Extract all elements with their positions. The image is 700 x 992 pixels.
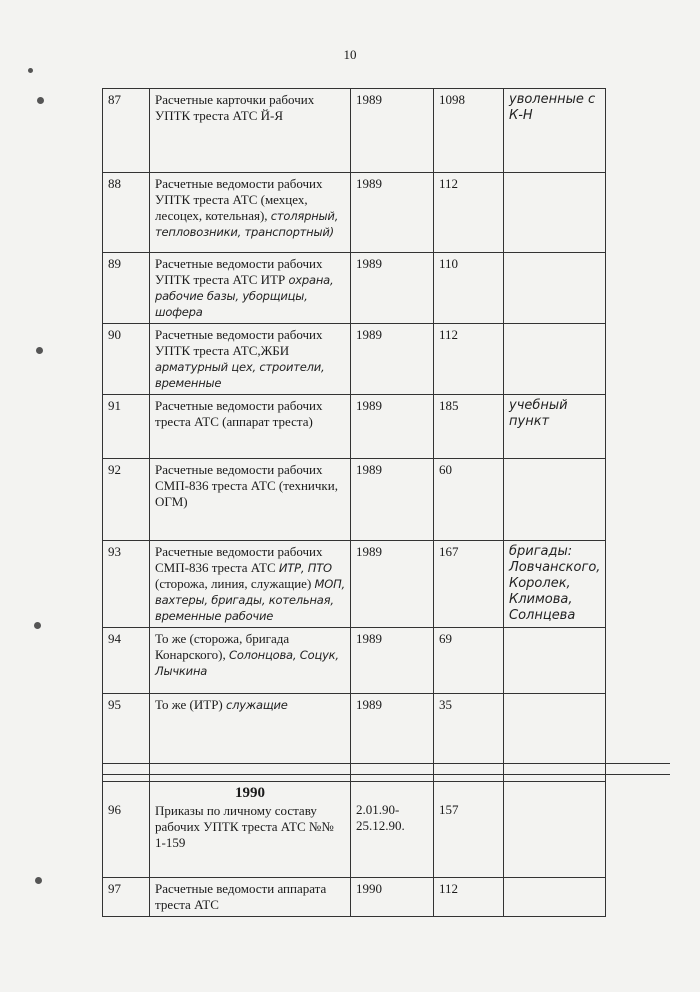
extra-column — [606, 628, 670, 694]
spacer-cell — [606, 764, 670, 775]
row-sheets: 112 — [434, 324, 504, 395]
extra-column — [606, 89, 670, 173]
row-note — [504, 628, 606, 694]
title-text: Расчетные ведомости рабочих УПТК треста АТС (мехцех, лесоцех, котельная), — [155, 176, 323, 223]
table-row — [103, 878, 670, 917]
row-number: 88 — [103, 173, 150, 253]
table-row — [103, 253, 670, 324]
row-date: 1989 — [351, 253, 434, 324]
title-text: Расчетные ведомости аппарата треста АТС — [155, 881, 327, 912]
title-text: Расчетные ведомости рабочих УПТК треста АТС,ЖБИ — [155, 327, 323, 358]
year-heading: 1990 — [235, 785, 265, 801]
extra-column — [606, 253, 670, 324]
spacer-cell — [150, 764, 351, 775]
table-row — [103, 324, 670, 395]
row-date: 1989 — [351, 324, 434, 395]
row-date: 1989 — [351, 694, 434, 764]
extra-column — [606, 395, 670, 459]
table-row — [103, 395, 670, 459]
row-title — [150, 324, 351, 395]
spacer-cell — [351, 764, 434, 775]
row-title — [150, 628, 351, 694]
spacer-cell — [434, 764, 504, 775]
row-note — [504, 694, 606, 764]
spacer-cell — [150, 775, 351, 782]
title-text: Расчетные ведомости рабочих УПТК треста АТС ИТР — [155, 256, 323, 287]
row-title — [150, 173, 351, 253]
row-sheets: 112 — [434, 173, 504, 253]
handwritten-addition: МОП, вахтеры, бригады, котельная, временные рабочие — [155, 577, 346, 623]
row-sheets: 69 — [434, 628, 504, 694]
title-text: То же (сторожа, бригада Конарского), — [155, 631, 290, 662]
page-number: 10 — [343, 47, 357, 62]
row-sheets: 167 — [434, 541, 504, 628]
spacer-cell — [434, 775, 504, 782]
row-title — [150, 395, 351, 459]
row-title — [150, 878, 351, 917]
table-row — [103, 89, 670, 173]
row-number: 97 — [103, 878, 150, 917]
row-note — [504, 173, 606, 253]
title-text: Приказы по личному составу рабочих УПТК треста АТС №№ 1-159 — [155, 803, 334, 850]
row-sheets: 35 — [434, 694, 504, 764]
extra-column — [606, 173, 670, 253]
extra-column — [606, 878, 670, 917]
row-date: 1989 — [351, 89, 434, 173]
spacer-cell — [504, 764, 606, 775]
inventory-table — [102, 88, 670, 917]
row-title — [150, 89, 351, 173]
row-number: 87 — [103, 89, 150, 173]
extra-column — [606, 459, 670, 541]
punch-hole-mark — [34, 622, 41, 629]
row-sheets: 1098 — [434, 89, 504, 173]
row-date: 1989 — [351, 541, 434, 628]
row-sheets: 157 — [434, 782, 504, 878]
table-spacer-row — [103, 775, 670, 782]
title-text: Расчетные ведомости рабочих СМП-836 треста АТС (технички, ОГМ) — [155, 462, 338, 509]
handwritten-addition: столярный, тепловозники, транспортный) — [155, 209, 339, 239]
extra-column — [606, 694, 670, 764]
row-note: бригады: Ловчанского, Королек, Климова, Солнцева — [504, 541, 606, 628]
row-number: 94 — [103, 628, 150, 694]
title-text: Расчетные ведомости рабочих треста АТС (аппарат треста) — [155, 398, 323, 429]
extra-column — [606, 541, 670, 628]
extra-column — [606, 782, 670, 878]
table-row — [103, 782, 670, 878]
handwritten-addition: служащие — [226, 698, 288, 712]
row-title — [150, 694, 351, 764]
table-row — [103, 541, 670, 628]
row-number: 96 — [103, 782, 150, 878]
row-note: уволенные с К-Н — [504, 89, 606, 173]
row-note — [504, 459, 606, 541]
table-row — [103, 628, 670, 694]
handwritten-addition: арматурный цех, строители, временные — [155, 360, 325, 390]
row-note — [504, 253, 606, 324]
extra-column — [606, 324, 670, 395]
row-date: 1990 — [351, 878, 434, 917]
table-spacer-row — [103, 764, 670, 775]
row-title — [150, 782, 351, 878]
row-note — [504, 782, 606, 878]
table-row — [103, 173, 670, 253]
row-number: 92 — [103, 459, 150, 541]
row-number: 95 — [103, 694, 150, 764]
row-note: учебный пункт — [504, 395, 606, 459]
row-date: 1989 — [351, 628, 434, 694]
table-row — [103, 694, 670, 764]
spacer-cell — [606, 775, 670, 782]
row-date: 1989 — [351, 173, 434, 253]
punch-hole-mark — [36, 347, 43, 354]
row-sheets: 60 — [434, 459, 504, 541]
table-row — [103, 459, 670, 541]
row-number: 89 — [103, 253, 150, 324]
row-sheets: 110 — [434, 253, 504, 324]
spacer-cell — [351, 775, 434, 782]
row-note — [504, 324, 606, 395]
row-number: 90 — [103, 324, 150, 395]
spacer-cell — [103, 764, 150, 775]
row-date: 2.01.90-25.12.90. — [351, 782, 434, 878]
row-number: 93 — [103, 541, 150, 628]
punch-hole-mark — [35, 877, 42, 884]
row-title — [150, 541, 351, 628]
row-note — [504, 878, 606, 917]
row-date: 1989 — [351, 459, 434, 541]
row-date: 1989 — [351, 395, 434, 459]
spacer-cell — [103, 775, 150, 782]
spacer-cell — [504, 775, 606, 782]
title-text: То же (ИТР) — [155, 697, 223, 712]
row-sheets: 112 — [434, 878, 504, 917]
title-text: Расчетные ведомости рабочих СМП-836 треста АТС — [155, 544, 323, 575]
handwritten-addition: Солонцова, Соцук, Лычкина — [155, 648, 339, 678]
title-text: Расчетные карточки рабочих УПТК треста АТС Й-Я — [155, 92, 315, 123]
row-title — [150, 459, 351, 541]
handwritten-addition: ИТР, ПТО — [278, 561, 332, 575]
punch-hole-mark — [37, 97, 44, 104]
title-text-continued: (сторожа, линия, служащие) — [155, 576, 312, 591]
row-sheets: 185 — [434, 395, 504, 459]
row-title — [150, 253, 351, 324]
handwritten-addition: охрана, рабочие базы, уборщицы, шофера — [155, 273, 334, 319]
punch-hole-mark — [28, 68, 33, 73]
row-number: 91 — [103, 395, 150, 459]
